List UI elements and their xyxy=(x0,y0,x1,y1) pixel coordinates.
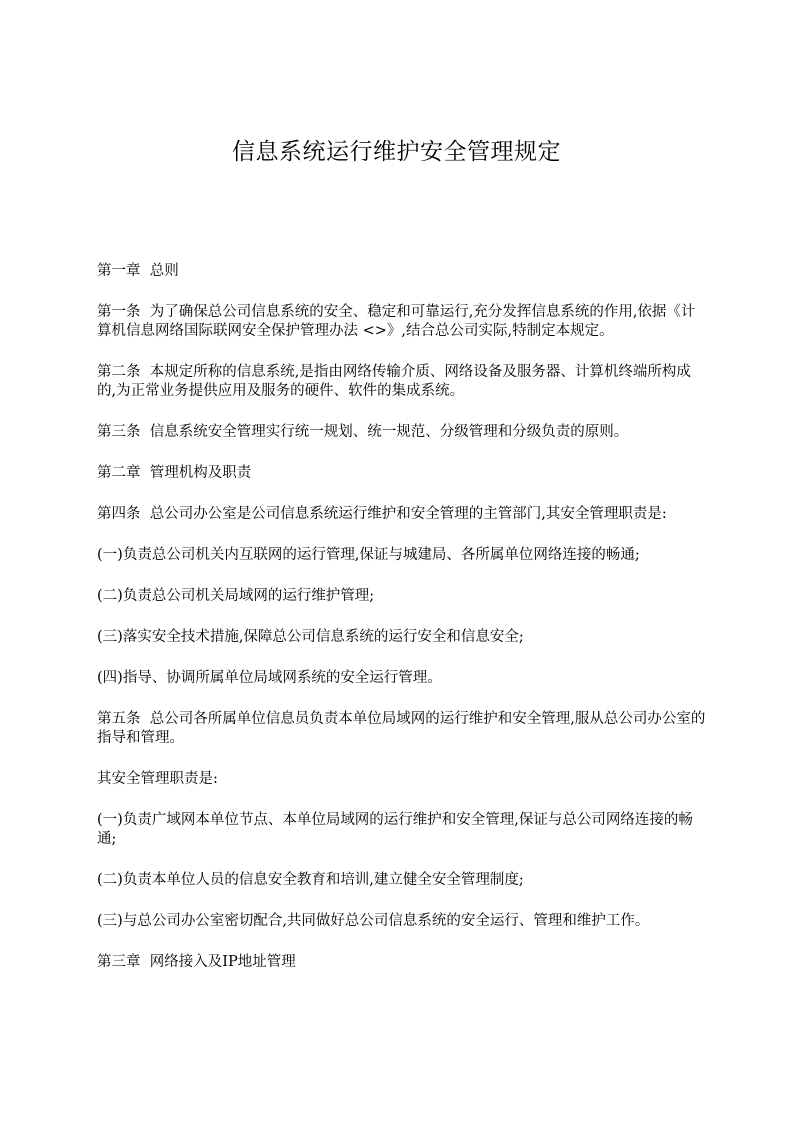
list-item: (二)负责总公司机关局域网的运行维护管理; xyxy=(97,588,375,604)
chapter-heading: 第三章 网络接入及IP地址管理 xyxy=(97,954,296,970)
article-paragraph: 第五条 总公司各所属单位信息员负责本单位局域网的运行维护和安全管理,服从总公司办公室的指导和管理。 xyxy=(97,711,706,746)
list-item: (二)负责本单位人员的信息安全教育和培训,建立健全安全管理制度; xyxy=(97,872,524,888)
article-paragraph: 第二条 本规定所称的信息系统,是指由网络传输介质、网络设备及服务器、计算机终端所构成的,为正常业务提供应用及服务的硬件、软件的集成系统。 xyxy=(97,364,691,399)
list-item: (一)负责广域网本单位节点、本单位局域网的运行维护和安全管理,保证与总公司网络连接的畅通; xyxy=(97,812,693,847)
chapter-heading: 第一章 总则 xyxy=(97,263,179,279)
article-paragraph: 第一条 为了确保总公司信息系统的安全、稳定和可靠运行,充分发挥信息系统的作用,依据《计算机信息网络国际联网安全保护管理办法 <>》,结合总公司实际,特制定本规定。 xyxy=(97,304,696,339)
list-item: (一)负责总公司机关内互联网的运行管理,保证与城建局、各所属单位网络连接的畅通; xyxy=(97,547,640,563)
article-paragraph: 第三条 信息系统安全管理实行统一规划、统一规范、分级管理和分级负责的原则。 xyxy=(97,424,629,440)
chapter-heading: 第二章 管理机构及职责 xyxy=(97,465,252,481)
body-paragraph: 其安全管理职责是: xyxy=(97,771,218,787)
document-body xyxy=(97,262,709,994)
list-item: (三)与总公司办公室密切配合,共同做好总公司信息系统的安全运行、管理和维护工作。 xyxy=(97,913,650,929)
document-title: 信息系统运行维护安全管理规定 xyxy=(232,139,561,165)
list-item: (四)指导、协调所属单位局域网系统的安全运行管理。 xyxy=(97,670,442,686)
list-item: (三)落实安全技术措施,保障总公司信息系统的运行安全和信息安全; xyxy=(97,629,524,645)
article-paragraph: 第四条 总公司办公室是公司信息系统运行维护和安全管理的主管部门,其安全管理职责是: xyxy=(97,506,667,522)
